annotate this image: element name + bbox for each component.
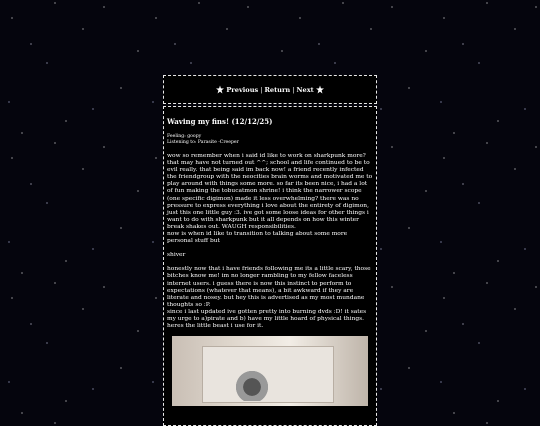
- post-paragraph: shiver: [167, 252, 186, 259]
- next-link[interactable]: Next: [296, 85, 314, 94]
- return-link[interactable]: Return: [264, 85, 291, 94]
- feeling-status: Feeling: goopy: [167, 134, 202, 139]
- spacer: [167, 245, 373, 252]
- nav-separator: |: [260, 85, 263, 94]
- previous-link[interactable]: Previous: [226, 85, 259, 94]
- post-paragraph: wow so remember when i said id like to work on sharkpunk more? that may have not turned out ^^; school and life continued to be to evil really. that being said im back now! a friend recently infected the friendgroup with the neocities brain worms and motivated me to play around with things some more. so far its been nice, i had a lot of fun making the tobucatmon shrine! i think the narrower scope (one specific digimon) made it less overwhelming? there was no pressure to express everything i love about the entirety of digimon, just this one little guy :3. ive got some loose ideas for other things i want to do with sharkpunk but it all depends on how this winter break shakes out. WAUGH responsibilities. now is when id like to transition to talking about some more personal stuff but: [167, 153, 373, 245]
- star-creature-icon: [216, 85, 224, 94]
- spacer: [167, 146, 373, 153]
- post-paragraph: honestly now that i have friends following me its a little scary, those bitches know me! im no longer rambling to my fellow faceless internet users. i guess there is now this instinct to perform to expectations (whatever that means), a bit awkward if they are literate and nosey. but hey this is advertised as my most mundane thoughts so :P. since i last updated ive gotten pretty into burning dvds :D! it sates my urge to a)pirate and b) have my little hoard of physical things. heres the little beast i use for it.: [167, 266, 371, 330]
- star-creature-icon: [316, 85, 324, 94]
- journal-entry: [163, 106, 377, 426]
- navigation-bar: [163, 75, 377, 104]
- listening-status: Listening to: Parasite -Creeper: [167, 140, 239, 145]
- spacer: [167, 259, 373, 266]
- post-title: Waving my fins! (12/12/25): [167, 117, 273, 126]
- nav-separator: |: [292, 85, 295, 94]
- dvd-burner-photo: [172, 336, 368, 406]
- page-frame: [163, 75, 377, 426]
- photo-object: [232, 366, 272, 401]
